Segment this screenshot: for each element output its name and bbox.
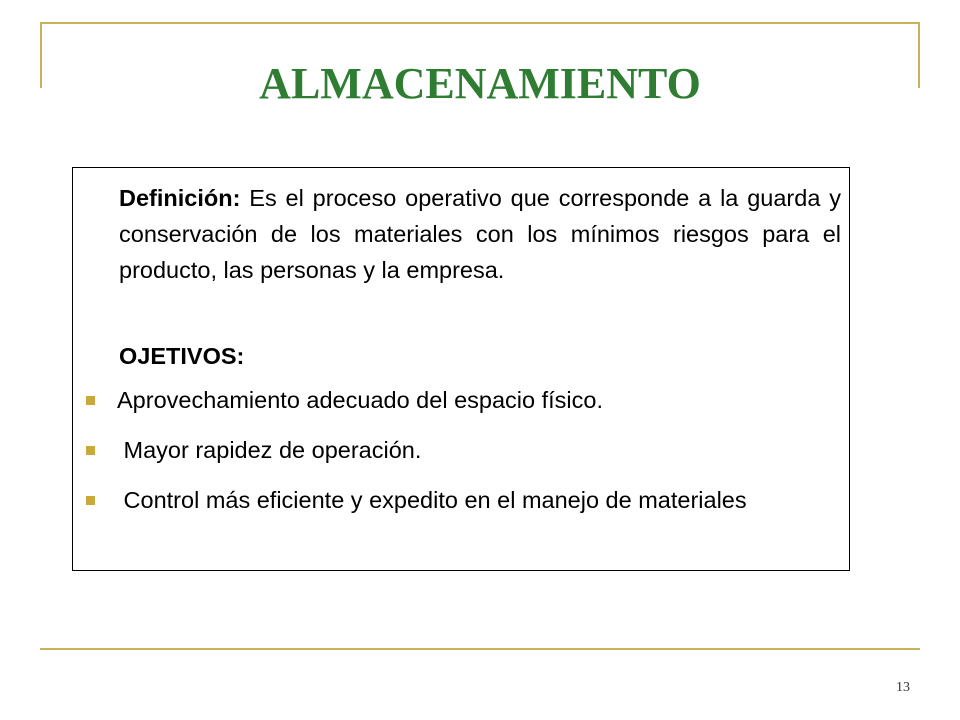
definition-label: Definición:: [119, 185, 241, 211]
frame-top-line: [40, 22, 920, 24]
square-bullet-icon: [86, 396, 95, 405]
square-bullet-icon: [86, 446, 95, 455]
list-item-text: Control más eficiente y expedito en el manejo de materiales: [117, 487, 747, 513]
square-bullet-icon: [86, 496, 95, 505]
list-item-text: Mayor rapidez de operación.: [117, 437, 422, 463]
list-item-text: Aprovechamiento adecuado del espacio físico.: [117, 387, 603, 413]
objectives-heading: OJETIVOS:: [119, 343, 245, 369]
content-box: [72, 167, 850, 571]
slide-title: ALMACENAMIENTO: [259, 59, 701, 108]
list-item: [73, 484, 849, 516]
objectives-list: [73, 384, 849, 516]
definition-text: Es el proceso operativo que corresponde a la guarda y conservación de los materiales con los mínimos riesgos para el producto, las personas y la empresa.: [119, 185, 841, 283]
list-item: [73, 434, 849, 466]
frame-bottom-line: [40, 648, 920, 650]
list-item: [73, 384, 849, 416]
definition-paragraph: [119, 180, 841, 288]
page-number: 13: [896, 680, 910, 695]
